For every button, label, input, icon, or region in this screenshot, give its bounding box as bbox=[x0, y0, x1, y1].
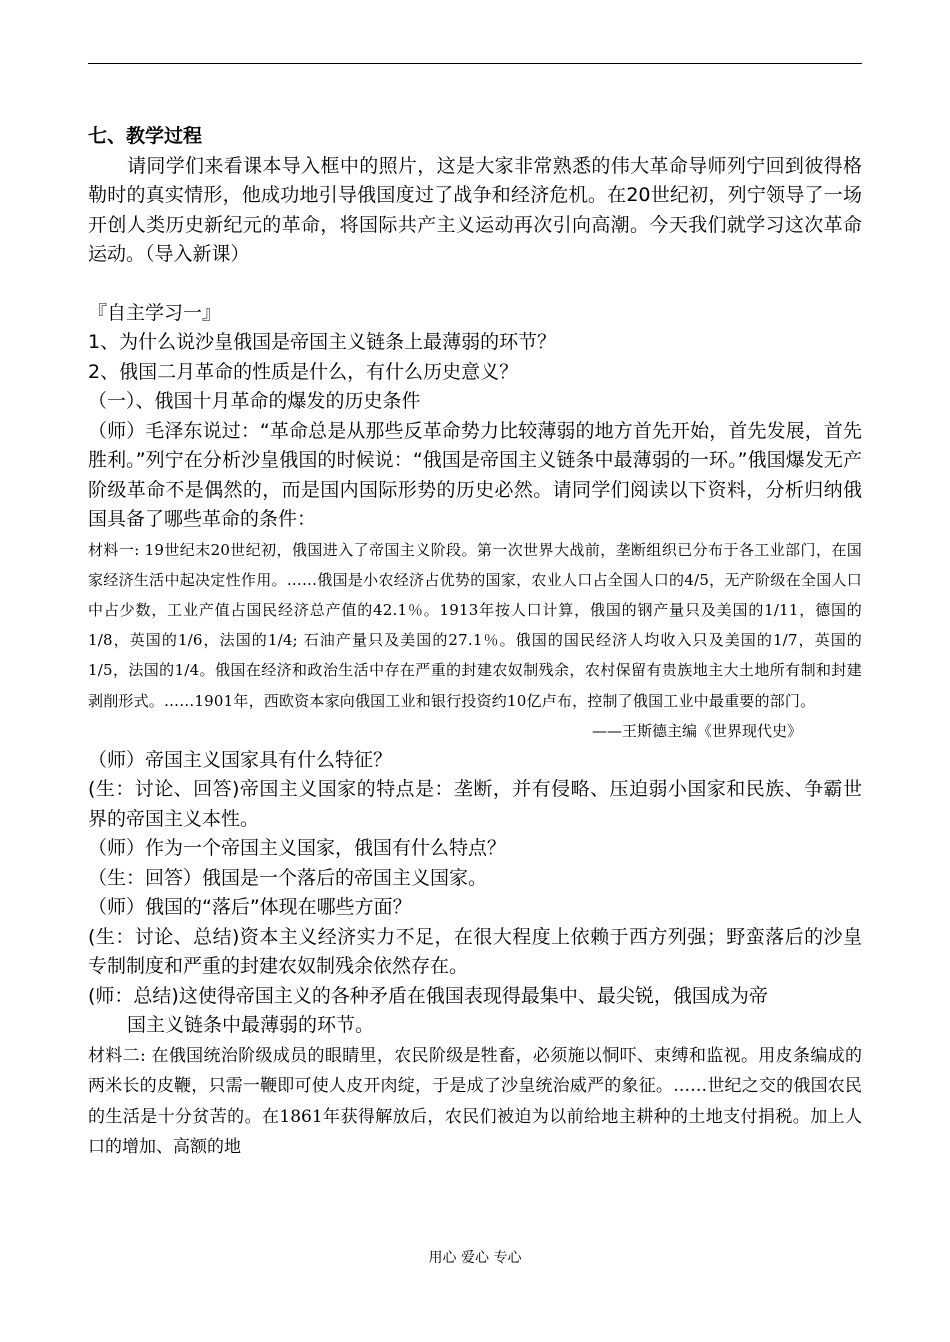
dialogue-line: (生：讨论、回答)帝国主义国家的特点是：垄断，并有侵略、压迫弱小国家和民族、争霸世界的帝国主义本性。 bbox=[88, 778, 862, 830]
dialogue-line: （师）帝国主义国家具有什么特征？ bbox=[88, 748, 393, 771]
intro-paragraph: 请同学们来看课本导入框中的照片，这是大家非常熟悉的伟大革命导师列宁回到彼得格勒时的真实情形，他成功地引导俄国度过了战争和经济危机。在20世纪初，列宁领导了一场开创人类历史新纪元的革命，将国际共产主义运动再次引向高潮。今天我们就学习这次革命运动。（导入新课） bbox=[88, 154, 862, 265]
header-rule bbox=[88, 63, 862, 64]
summary-line-2: 国主义链条中最薄弱的环节。 bbox=[127, 1014, 375, 1037]
material-1-source: ——王斯德主编《世界现代史》 bbox=[591, 721, 802, 740]
dialogue-line: （师）作为一个帝国主义国家，俄国有什么特点？ bbox=[88, 837, 507, 860]
document-body bbox=[88, 122, 862, 1163]
teacher-quote-paragraph: （师）毛泽东说过：“革命总是从那些反革命势力比较薄弱的地方首先开始，首先发展，首先胜利。”列宁在分析沙皇俄国的时候说：“俄国是帝国主义链条中最薄弱的一环。”俄国爆发无产阶级革命不是偶然的，而是国内国际形势的历史必然。请同学们阅读以下资料，分析归纳俄国具备了哪些革命的条件： bbox=[88, 419, 862, 530]
summary-line-1: (师：总结)这使得帝国主义的各种矛盾在俄国表现得最集中、最尖锐，俄国成为帝 bbox=[88, 984, 768, 1007]
self-study-question-2: 2、俄国二月革命的性质是什么，有什么历史意义？ bbox=[88, 360, 519, 383]
spacer bbox=[88, 270, 862, 299]
dialogue-line: (生：讨论、总结)资本主义经济实力不足，在很大程度上依赖于西方列强；野蛮落后的沙皇专制制度和严重的封建农奴制残余依然存在。 bbox=[88, 925, 862, 978]
dialogue-line: （师）俄国的“落后”体现在哪些方面？ bbox=[88, 896, 412, 919]
section-heading: 七、教学过程 bbox=[88, 125, 203, 147]
dialogue-line: （生：回答）俄国是一个落后的帝国主义国家。 bbox=[88, 866, 488, 889]
self-study-title: 『自主学习一』 bbox=[88, 301, 222, 324]
self-study-question-1: 1、为什么说沙皇俄国是帝国主义链条上最薄弱的环节？ bbox=[88, 331, 557, 353]
material-1: 材料一: 19世纪末20世纪初，俄国进入了帝国主义阶段。第一次世界大战前，垄断组织已分布于各工业部门，在国家经济生活中起决定性作用。……俄国是小农经济占优势的国家，农业人口占全国人口的4/5，无产阶级在全国人口中占少数，工业产值占国民经济总产值的42.1％。1913年按人口计算，俄国的钢产量只及美国的1/11，德国的1/8，英国的1/6，法国的1/4; 石油产量只及美国的27.1％。俄国的国民经济人均收入只及美国的1/7，英国的1/5，法国的1/4。俄国在经济和政治生活中存在严重的封建农奴制残余，农村保留有贵族地主大土地所有制和封建剥削形式。……1901年，西欧资本家向俄国工业和银行投资约10亿卢布，控制了俄国工业中最重要的部门。 bbox=[88, 540, 862, 710]
page-footer: 用心 爱心 专心 bbox=[428, 1250, 522, 1266]
subsection-title: （一）、俄国十月革命的爆发的历史条件 bbox=[88, 390, 421, 412]
material-2: 材料二: 在俄国统治阶级成员的眼睛里，农民阶级是牲畜，必须施以恫吓、束缚和监视。用皮条编成的两米长的皮鞭，只需一鞭即可使人皮开肉绽，于是成了沙皇统治威严的象征。……世纪之交的俄国农民的生活是十分贫苦的。在1861年获得解放后，农民们被迫为以前给地主耕种的土地支付捐税。加上人口的增加、高额的地 bbox=[88, 1045, 862, 1158]
